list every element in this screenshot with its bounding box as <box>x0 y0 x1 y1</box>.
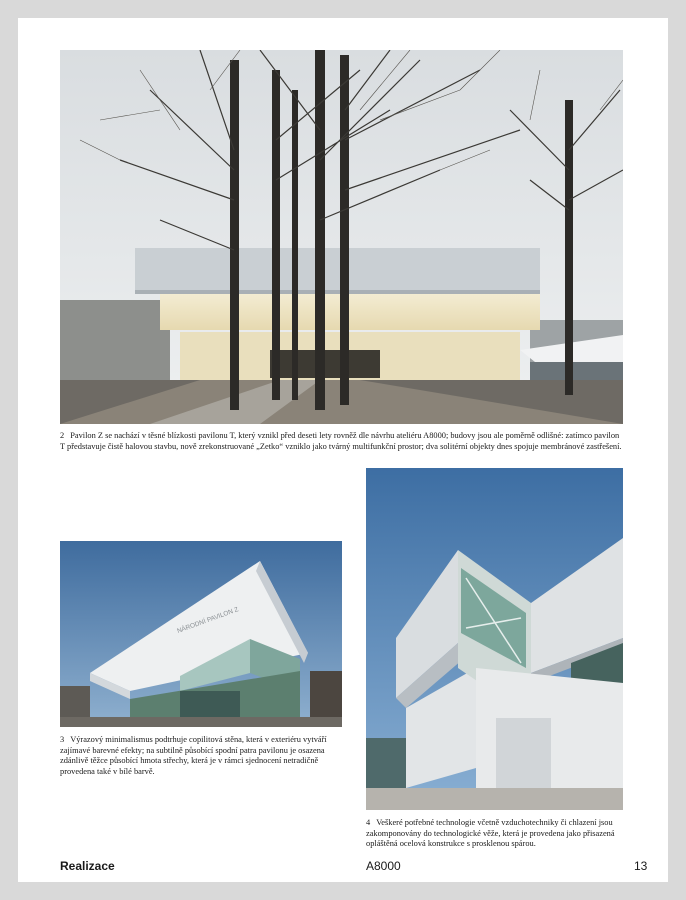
pavilion-sign: NÁRODNÍ PAVILON Z <box>176 606 240 635</box>
caption-4 <box>366 818 623 850</box>
footer-studio: A8000 <box>366 859 401 873</box>
photo-technology-tower <box>366 468 623 810</box>
caption-number: 3 <box>60 735 65 744</box>
caption-text: Veškeré potřebné technologie včetně vzduchotechniky či chlazení jsou zakomponovány do technologické věže, která je provedena jako přisazená opláštěná ocelová konstrukce s prosklenou spárou. <box>366 818 615 849</box>
caption-text: Pavilon Z se nachází v těsné blízkosti pavilonu T, který vznikl před deseti lety rovněž dle návrhu ateliéru A8000; budovy jsou ale poměrně odlišné: zatímco pavilon T představuje čistě halovou stavbu, nově zrekonstruované „Zetko“ vzniklo jako tvárný multifunkční prostor; dva solitérní objekty dnes spojuje membránové zastřešení. <box>60 431 622 451</box>
footer-section: Realizace <box>60 859 115 873</box>
caption-3 <box>60 735 342 777</box>
magazine-page <box>18 18 668 882</box>
caption-2 <box>60 431 623 452</box>
caption-text: Výrazový minimalismus podtrhuje copilitová stěna, která v exteriéru vytváří zajímavé barevné efekty; na subtilně působící spodní patra pavilonu je osazena zdánlivě těžce působící hmota střechy, která je v rámci sjednocení netradičně provedena také v bílé barvě. <box>60 735 327 776</box>
caption-number: 4 <box>366 818 371 827</box>
caption-number: 2 <box>60 431 65 440</box>
photo-pavilion-trees <box>60 50 623 424</box>
photo-pavilion-sign <box>60 541 342 727</box>
page-number: 13 <box>634 859 648 873</box>
